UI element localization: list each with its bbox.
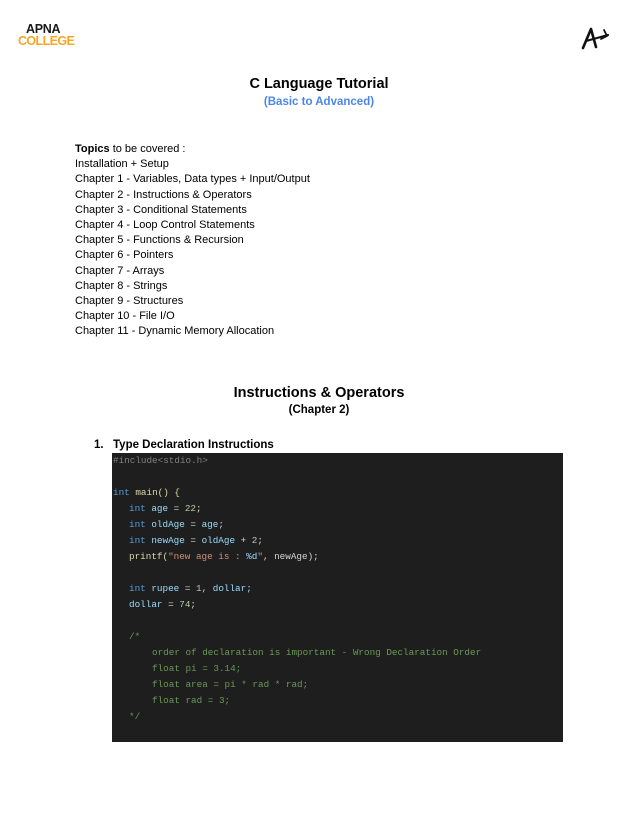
code-token: int xyxy=(113,487,130,498)
code-token: = xyxy=(162,599,180,610)
code-line-rupee xyxy=(129,583,252,594)
code-token: printf( xyxy=(129,551,169,562)
topic-item: Chapter 6 - Pointers xyxy=(75,249,174,262)
code-comment-line: float pi = 3.14; xyxy=(152,663,242,674)
section-subtitle: (Chapter 2) xyxy=(288,404,350,416)
code-comment-close: */ xyxy=(129,711,141,722)
code-token: "new age is : xyxy=(168,551,247,562)
code-token: int xyxy=(129,583,146,594)
code-token: = xyxy=(184,535,202,546)
topics-heading xyxy=(75,142,310,157)
code-token: main() { xyxy=(129,487,180,498)
subsection-heading xyxy=(94,439,274,451)
code-line-main xyxy=(113,487,180,498)
code-token: 1 xyxy=(195,583,202,594)
code-token: age xyxy=(145,503,169,514)
code-token: = xyxy=(184,519,202,530)
topics-label-rest: to be covered : xyxy=(109,143,186,155)
code-token: 22 xyxy=(184,503,196,514)
code-token: ; xyxy=(196,503,202,514)
code-line-printf xyxy=(129,551,319,562)
code-token: , newAge); xyxy=(262,551,319,562)
code-token: int xyxy=(129,519,146,530)
code-token: , dollar; xyxy=(201,583,252,594)
topic-item: Installation + Setup xyxy=(75,158,169,171)
code-comment-line: float area = pi * rad * rad; xyxy=(152,679,309,690)
code-comment-line: float rad = 3; xyxy=(152,695,231,706)
topic-item: Chapter 8 - Strings xyxy=(75,279,168,292)
code-line-include: #include<stdio.h> xyxy=(113,455,208,466)
subsection-number: 1. xyxy=(94,439,104,451)
topics-list xyxy=(75,142,310,340)
topic-item: Chapter 9 - Structures xyxy=(75,295,184,308)
code-token: 74 xyxy=(179,599,191,610)
topic-item: Chapter 10 - File I/O xyxy=(75,310,175,323)
subsection-title: Type Declaration Instructions xyxy=(113,439,274,451)
code-comment-line: order of declaration is important - Wrong Declaration Order xyxy=(152,647,482,658)
code-token: dollar xyxy=(129,599,163,610)
code-token: ; xyxy=(190,599,196,610)
code-line-age xyxy=(129,503,202,514)
code-token: + xyxy=(235,535,252,546)
code-token: int xyxy=(129,503,146,514)
code-line-dollar xyxy=(129,599,196,610)
topic-item: Chapter 2 - Instructions & Operators xyxy=(75,188,252,201)
code-token: = xyxy=(168,503,185,514)
brand-mark-icon xyxy=(580,26,610,50)
code-token: %d xyxy=(246,551,258,562)
code-token: " xyxy=(257,551,263,562)
topic-item: Chapter 4 - Loop Control Statements xyxy=(75,219,255,232)
topic-item: Chapter 7 - Arrays xyxy=(75,264,165,277)
code-token: newAge xyxy=(145,535,185,546)
code-token: age xyxy=(201,519,219,530)
logo-line-1: APNA xyxy=(26,22,61,36)
code-token: oldAge xyxy=(201,535,236,546)
topic-item: Chapter 3 - Conditional Statements xyxy=(75,203,247,216)
code-token: ; xyxy=(218,519,224,530)
code-line-oldage xyxy=(129,519,224,530)
code-line-newage xyxy=(129,535,263,546)
code-token: int xyxy=(129,535,146,546)
code-token: ; xyxy=(257,535,263,546)
topic-item: Chapter 1 - Variables, Data types + Input/Output xyxy=(75,173,310,186)
page-title: C Language Tutorial xyxy=(249,76,389,92)
page-subtitle: (Basic to Advanced) xyxy=(263,96,375,108)
section-title: Instructions & Operators xyxy=(233,385,405,401)
topic-item: Chapter 11 - Dynamic Memory Allocation xyxy=(75,325,275,338)
topics-label: Topics xyxy=(75,143,110,155)
code-token: 2 xyxy=(251,535,258,546)
apna-college-logo xyxy=(18,23,74,47)
code-token: = xyxy=(179,583,196,594)
logo-line-2: COLLEGE xyxy=(18,34,75,48)
code-token: oldAge xyxy=(145,519,185,530)
code-comment-open: /* xyxy=(129,631,141,642)
code-block xyxy=(112,453,563,742)
topic-item: Chapter 5 - Functions & Recursion xyxy=(75,234,244,247)
code-token: rupee xyxy=(145,583,180,594)
